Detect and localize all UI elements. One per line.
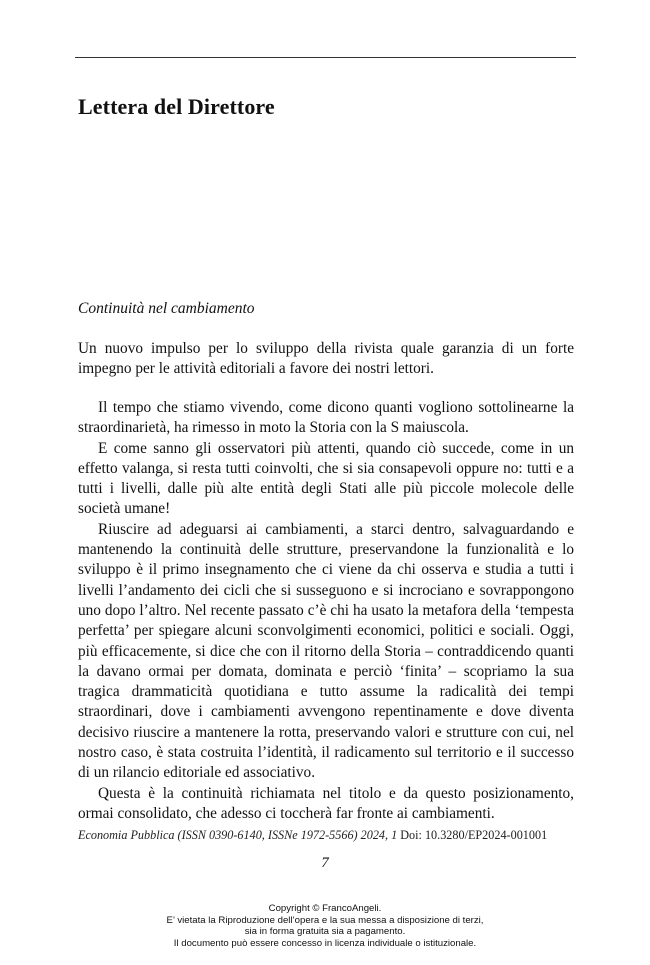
body-paragraph: E come sanno gli osservatori più attenti, quando ciò succede, come in un effetto valanga, si resta tutti coinvolti, che si sia consapevoli oppure no: tutti e a tutti i livelli, dalle più alte entità degli Stati alle più piccole molecole delle società umane!	[78, 439, 574, 518]
page-title: Lettera del Direttore	[78, 94, 275, 119]
header-rule	[75, 57, 576, 58]
copyright-line: Copyright © FrancoAngeli.	[268, 903, 382, 914]
citation-journal: Economia Pubblica (ISSN 0390-6140, ISSNe 1972-5566) 2024, 1	[78, 828, 398, 842]
body-paragraph: Il tempo che stiamo vivendo, come dicono quanti vogliono sottolinearne la straordinarietà, ha rimesso in moto la Storia con la S maiuscola.	[78, 399, 574, 437]
lead-block	[78, 339, 574, 380]
body-paragraph: Riuscire ad adeguarsi ai cambiamenti, a starci dentro, salvaguardando e mantenendo la continuità delle strutture, preservandone la funzionalità e lo sviluppo è il primo insegnamento che ci viene da chi osserva e studia a tutti i livelli l’andamento dei cicli che si susseguono e si incrociano e sovrappongono uno dopo l’altro. Nel recente passato c’è chi ha usato la metafora della ‘tempesta perfetta’ per spiegare alcuni sconvolgimenti economici, politici e sociali. Oggi, più efficacemente, si dice che con il ritorno della Storia – contraddicendo quanti la davano ormai per domata, dominata e perciò ‘finita’ – scopriamo la sua tragica drammaticità quotidiana e tutto assume la radicalità dei tempi straordinari, dove i cambiamenti avvengono repentinamente e dove diventa decisivo riuscire a mantenere la rotta, preservando valori e strutture con cui, nel nostro caso, è stata costruita l’identità, il radicamento sul territorio e il successo di un rilancio editoriale ed associativo.	[78, 520, 574, 782]
citation-line	[78, 828, 547, 843]
body-paragraph: Questa è la continuità richiamata nel titolo e da questo posizionamento, ormai consolidato, che adesso ci toccherà far fronte ai cambiamenti.	[78, 784, 574, 822]
copyright-line: E’ vietata la Riproduzione dell’opera e la sua messa a disposizione di terzi,	[166, 914, 484, 926]
lead-paragraph: Un nuovo impulso per lo sviluppo della rivista quale garanzia di un forte impegno per le attività editoriali a favore dei nostri lettori.	[78, 340, 574, 378]
body-text	[78, 398, 574, 824]
copyright-notice	[0, 903, 650, 949]
citation-doi: Doi: 10.3280/EP2024-001001	[400, 828, 548, 842]
copyright-line: sia in forma gratuita sia a pagamento.	[244, 926, 406, 937]
page-number: 7	[321, 855, 329, 871]
section-subtitle: Continuità nel cambiamento	[78, 300, 255, 317]
copyright-line: Il documento può essere concesso in licenza individuale o istituzionale.	[173, 937, 477, 949]
